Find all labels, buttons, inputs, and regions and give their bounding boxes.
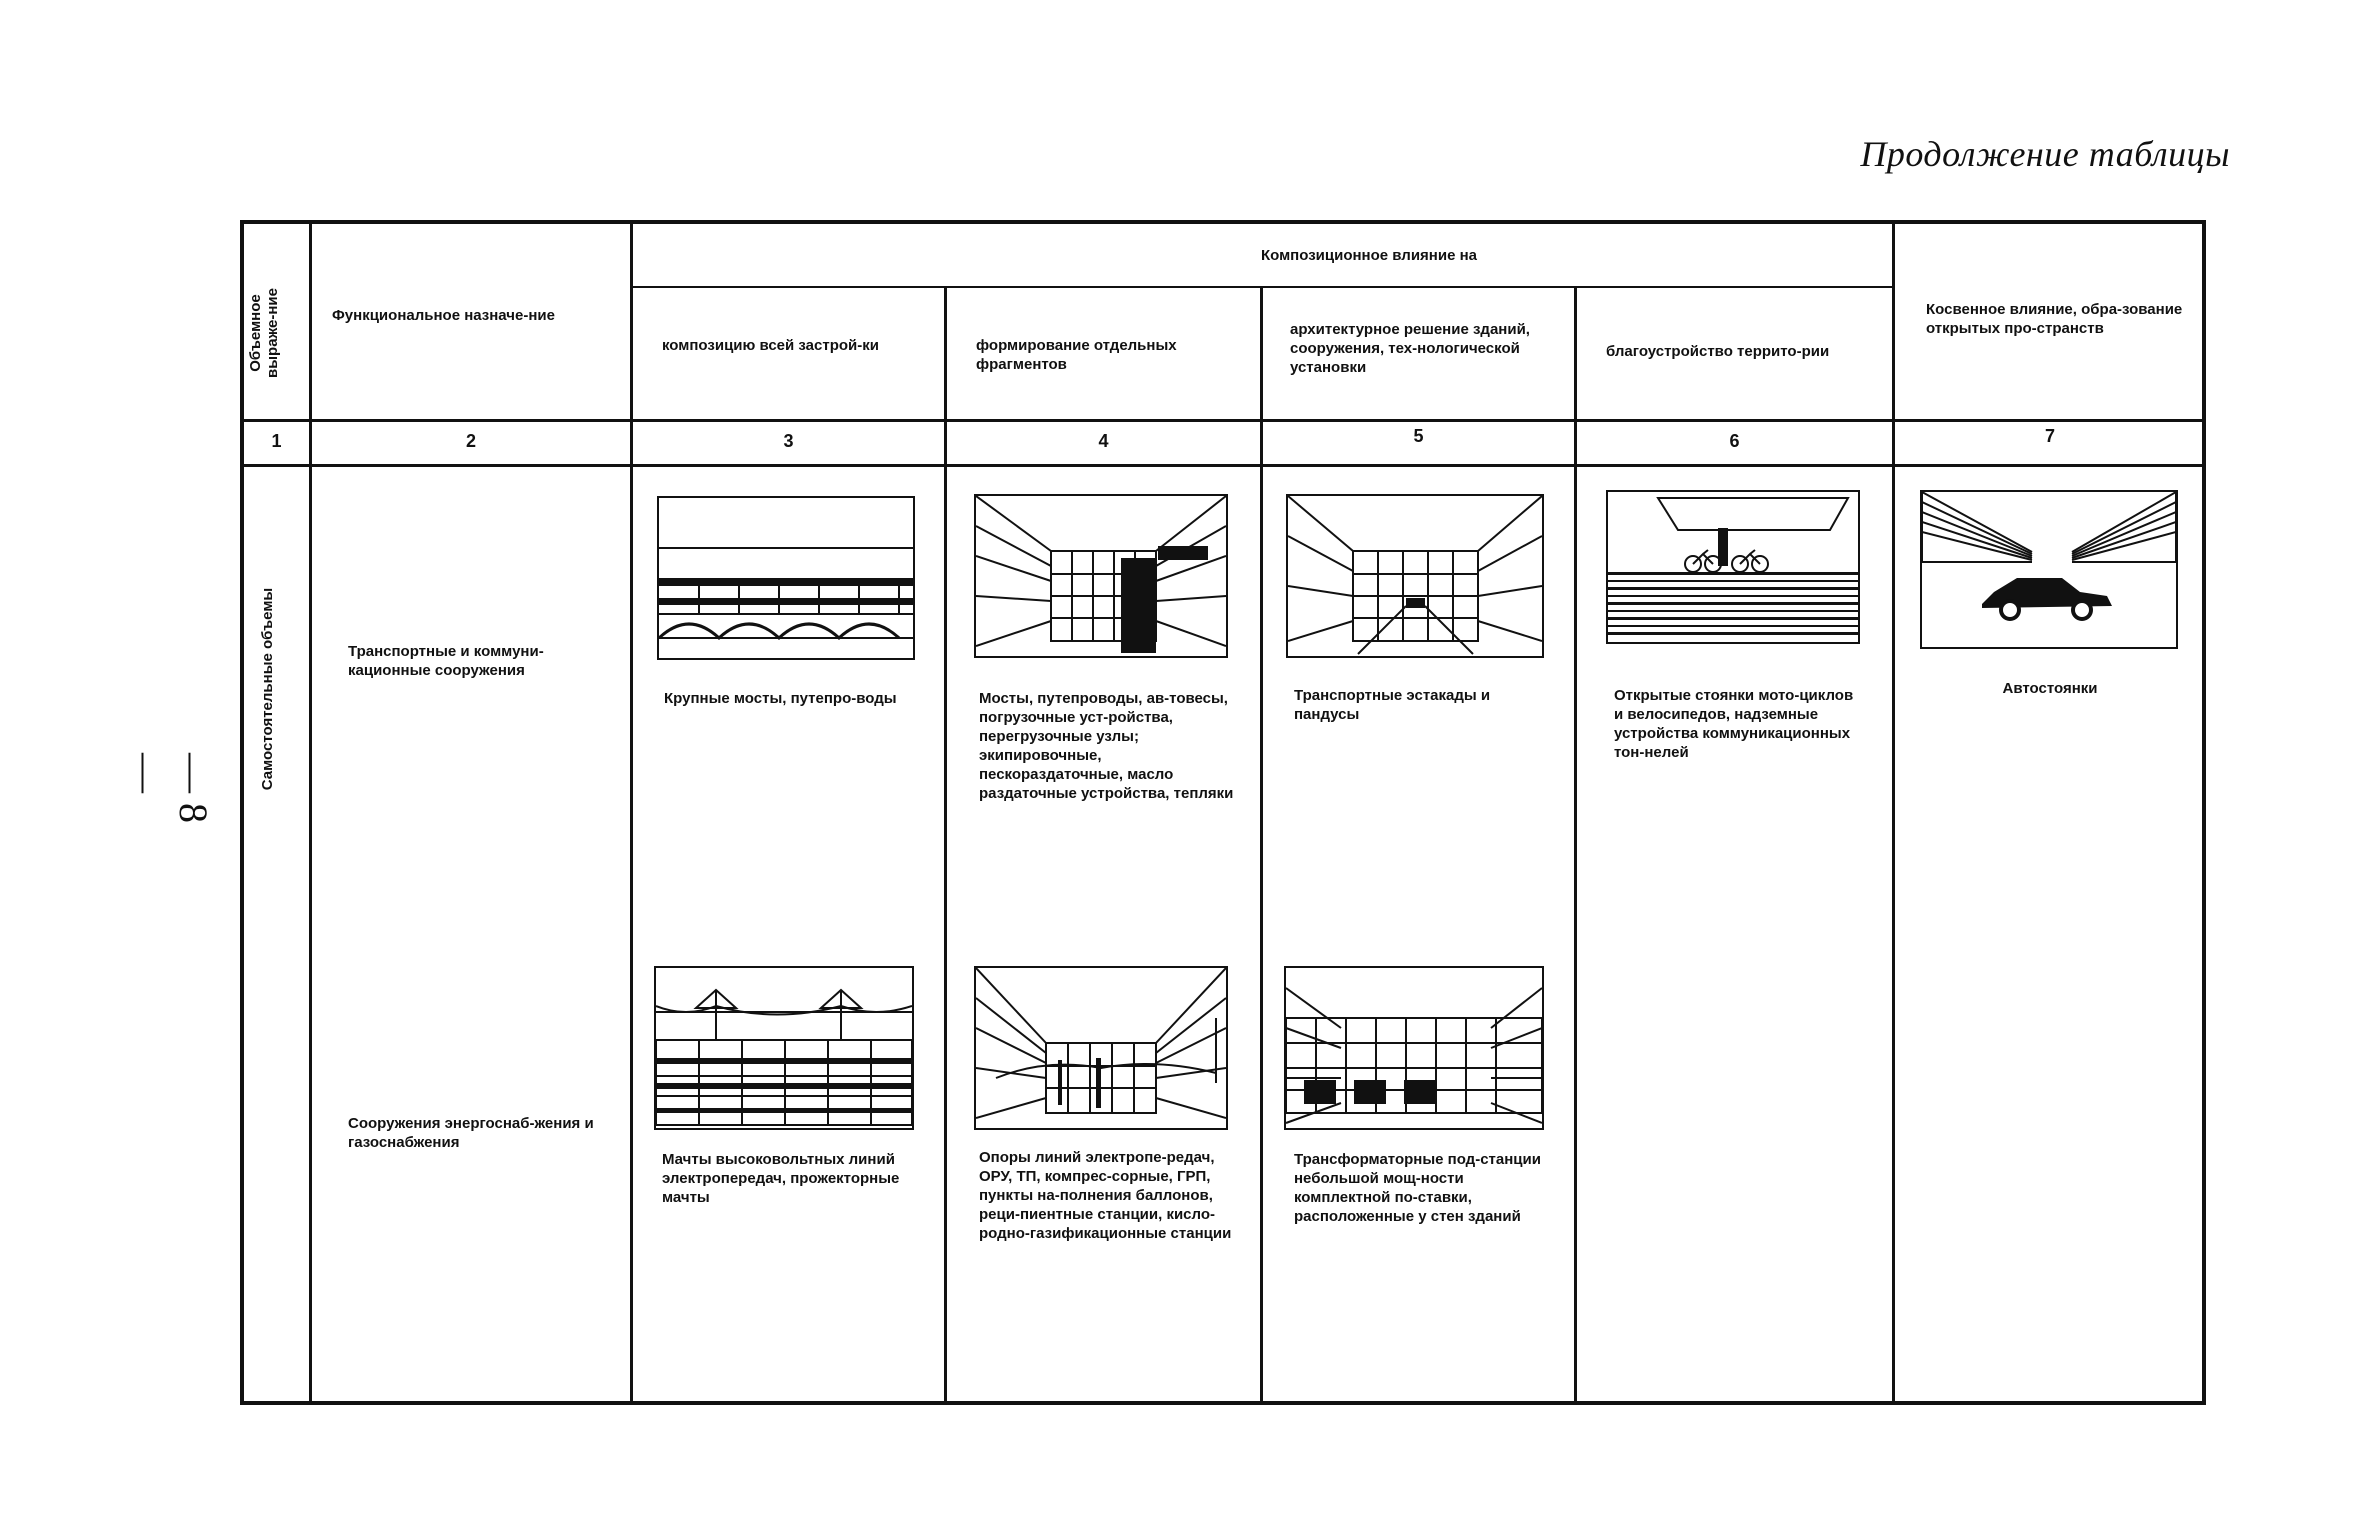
row1-col6-text: Открытые стоянки мото-циклов и велосипедов, надземные устройства коммуникационных тон-нелей <box>1614 687 1854 761</box>
header-col4: формирование отдельных фрагментов <box>976 337 1177 373</box>
bridge-illustration <box>657 496 915 660</box>
row1-function: Транспортные и коммуни-кационные сооружения <box>348 643 544 679</box>
row1-col7-text: Автостоянки <box>2002 680 2098 697</box>
column-number: 6 <box>1729 431 1740 451</box>
header-col7: Косвенное влияние, обра-зование открытых про-странств <box>1926 301 2183 337</box>
column-number: 7 <box>2044 426 2055 446</box>
column-number: 2 <box>465 431 476 451</box>
row1-col4-text: Мосты, путепроводы, ав-товесы, погрузочные уст-ройства, перегрузочные узлы; экипировочные, пескораздаточные, масло раздаточные устройства, тепляки <box>979 690 1234 802</box>
power-mast-illustration <box>654 966 914 1130</box>
col-divider <box>630 224 633 1404</box>
row-divider <box>244 419 2204 422</box>
header-col2: Функциональное назначе-ние <box>332 307 555 324</box>
row1-col5-text: Транспортные эстакады и пандусы <box>1294 687 1491 723</box>
col-divider <box>1892 224 1895 1404</box>
header-col3: композицию всей застрой-ки <box>662 337 879 354</box>
bicycle-parking-illustration <box>1606 490 1860 644</box>
row2-col4-text: Опоры линий электропе-редач, ОРУ, ТП, компрес-сорные, ГРП, пункты на-полнения баллонов, реци-пиентные станции, кисло-родно-газификационные станции <box>979 1149 1232 1242</box>
header-col1: Объемное выраже-ние <box>247 288 281 378</box>
col-divider <box>1574 286 1577 1404</box>
col-divider <box>1260 286 1263 1404</box>
col-divider <box>309 224 312 1404</box>
header-col6: благоустройство террито-рии <box>1606 343 1830 360</box>
row-divider <box>630 286 1892 288</box>
car-parking-illustration <box>1920 490 2178 649</box>
substation-illustration <box>1284 966 1544 1130</box>
power-line-support-illustration <box>974 966 1228 1130</box>
category-label: Самостоятельные объемы <box>259 587 276 791</box>
column-number: 5 <box>1413 426 1424 446</box>
row1-col3-text: Крупные мосты, путепро-воды <box>664 690 897 707</box>
page-number: — 8 — <box>124 753 216 823</box>
column-number: 3 <box>783 431 794 451</box>
row2-function: Сооружения энергоснаб-жения и газоснабжения <box>348 1115 594 1151</box>
row-divider <box>244 464 2204 467</box>
column-number: 4 <box>1098 431 1109 451</box>
composition-table <box>240 220 2206 1405</box>
ramp-illustration <box>1286 494 1544 658</box>
header-col5: архитектурное решение зданий, сооружения, тех-нологической установки <box>1290 321 1530 376</box>
header-group: Композиционное влияние на <box>1260 247 1478 264</box>
continuation-label: Продолжение таблицы <box>1860 134 2230 174</box>
row2-col3-text: Мачты высоковольтных линий электропередач, прожекторные мачты <box>662 1151 900 1206</box>
col-divider <box>944 286 947 1404</box>
column-number: 1 <box>271 431 282 451</box>
overpass-illustration <box>974 494 1228 658</box>
row2-col5-text: Трансформаторные под-станции небольшой мощ-ности комплектной по-ставки, расположенные у стен зданий <box>1294 1151 1541 1225</box>
